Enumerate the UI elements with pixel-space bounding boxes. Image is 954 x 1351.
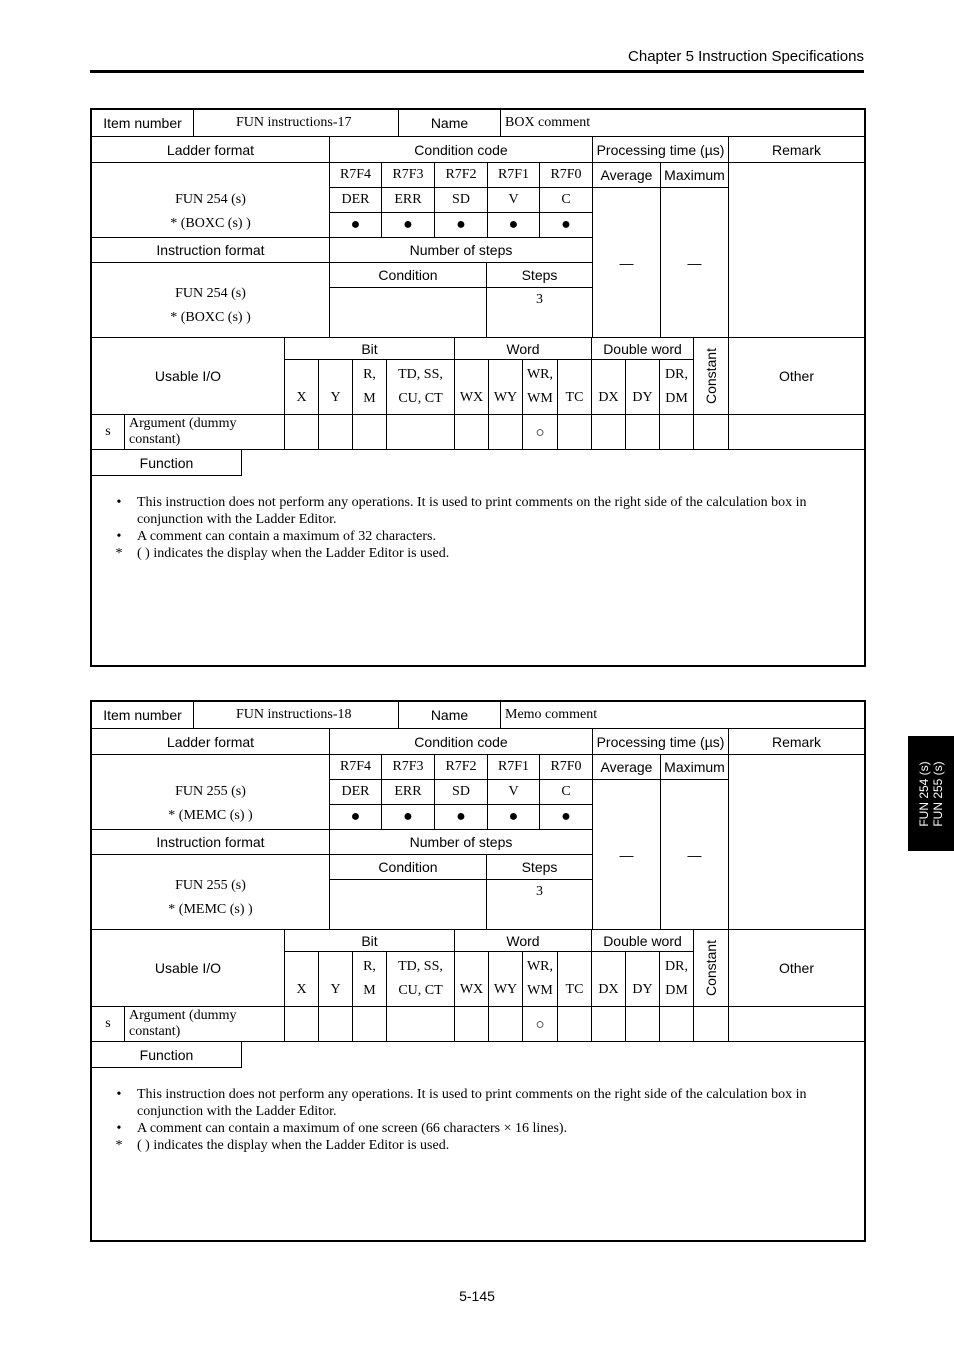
io-cu: CU, CT [398,391,443,406]
number-of-steps-label: Number of steps [330,238,593,263]
io-dm: DM [665,391,688,406]
constant-label [694,338,729,415]
flag-name: ERR [382,780,435,805]
bit-label: Bit [285,930,455,952]
bullet-marker: • [116,1087,122,1102]
bullet-text: A comment can contain a maximum of one screen (66 characters × 16 lines). [137,1121,568,1136]
average-time-value: — [593,188,661,338]
remark-value [729,755,864,930]
io-cell [353,1007,387,1042]
io-dy: DY [626,360,660,415]
word-label: Word [455,930,592,952]
io-cell [558,1007,592,1042]
bullet-text: This instruction does not perform any operations. It is used to print comments on the right side of the calculation box in conjunction with the Ladder Editor. [137,495,807,527]
function-description [112,494,842,562]
io-cell [626,415,660,450]
io-cell [489,1007,523,1042]
io-cell [694,415,729,450]
flag-name: C [540,780,593,805]
io-dx: DX [592,952,626,1007]
io-dr-dm [660,952,694,1007]
ladder-line: * (BOXC (s) ) [170,216,251,231]
function-label: Function [92,450,242,476]
io-cell-wr-wm-mark: ○ [523,1007,558,1042]
io-cu: CU, CT [398,983,443,998]
bullet-text: A comment can contain a maximum of 32 characters. [137,529,436,544]
bullet-marker: • [116,1121,122,1136]
bullet-marker: • [116,529,122,544]
name-value: BOX comment [501,110,864,137]
io-cell [489,415,523,450]
processing-time-label: Processing time (µs) [593,137,729,163]
bullet-item [112,1120,842,1137]
flag-name: SD [435,780,488,805]
item-number-label: Item number [92,702,194,729]
io-dr: DR, [665,367,688,382]
condition-value [330,880,487,930]
io-dx: DX [592,360,626,415]
word-label: Word [455,338,592,360]
flag-header: R7F0 [540,163,593,188]
io-cell [660,1007,694,1042]
io-td-cu [387,360,455,415]
bullet-item [112,545,842,562]
io-cell [694,1007,729,1042]
flag-name: ERR [382,188,435,213]
ladder-format-value [92,755,330,830]
maximum-time-value: — [661,188,729,338]
bit-label: Bit [285,338,455,360]
io-cell [729,415,864,450]
item-number-label: Item number [92,110,194,137]
constant-label [694,930,729,1007]
other-label: Other [729,338,864,415]
instruction-format-value [92,263,330,338]
average-label: Average [593,755,661,780]
condition-code-label: Condition code [330,729,593,755]
io-wm: WM [527,983,553,998]
io-y: Y [319,952,353,1007]
io-wr-wm [523,360,558,415]
flag-header: R7F1 [488,163,540,188]
ladder-format-label: Ladder format [92,137,330,163]
instruction-format-label: Instruction format [92,830,330,855]
io-cell [387,1007,455,1042]
flag-header: R7F0 [540,755,593,780]
maximum-label: Maximum [661,163,729,188]
flag-name: V [488,188,540,213]
io-dm: DM [665,983,688,998]
side-tab [908,736,954,851]
condition-label: Condition [330,855,487,880]
flag-name: DER [330,188,382,213]
io-cell [319,415,353,450]
condition-mark: ● [382,213,435,238]
flag-header: R7F2 [435,163,488,188]
flag-header: R7F1 [488,755,540,780]
io-x: X [285,952,319,1007]
io-r: R, [363,959,376,974]
condition-mark: ● [330,805,382,830]
io-cell [660,415,694,450]
io-rm [353,952,387,1007]
condition-mark: ● [488,805,540,830]
io-y: Y [319,360,353,415]
io-dr: DR, [665,959,688,974]
condition-mark: ● [435,213,488,238]
io-m: M [363,391,376,406]
maximum-label: Maximum [661,755,729,780]
io-tc: TC [558,952,592,1007]
name-label: Name [399,702,501,729]
double-word-label: Double word [592,930,694,952]
bullet-text: ( ) indicates the display when the Ladder Editor is used. [137,1138,450,1153]
average-time-value: — [593,780,661,930]
format-line: FUN 255 (s) [175,878,246,893]
io-dr-dm [660,360,694,415]
io-cell [319,1007,353,1042]
maximum-time-value: — [661,780,729,930]
chapter-title: Chapter 5 Instruction Specifications [628,48,864,65]
io-wx: WX [455,360,489,415]
io-wr: WR, [526,367,554,382]
flag-name: C [540,188,593,213]
name-value: Memo comment [501,702,864,729]
io-cell-wr-wm-mark: ○ [523,415,558,450]
io-cell [285,415,319,450]
steps-label: Steps [487,263,593,288]
condition-code-label: Condition code [330,137,593,163]
io-r: R, [363,367,376,382]
steps-value: 3 [487,880,593,930]
processing-time-label: Processing time (µs) [593,729,729,755]
io-cell [626,1007,660,1042]
condition-mark: ● [435,805,488,830]
ladder-line: * (MEMC (s) ) [168,808,253,823]
io-dy: DY [626,952,660,1007]
io-cell [353,415,387,450]
flag-header: R7F4 [330,163,382,188]
instruction-sheet [90,700,866,1242]
format-line: * (BOXC (s) ) [170,310,251,325]
name-label: Name [399,110,501,137]
double-word-label: Double word [592,338,694,360]
io-wx: WX [455,952,489,1007]
usable-io-label: Usable I/O [92,338,285,415]
flag-name: DER [330,780,382,805]
bullet-marker: * [115,546,123,561]
flag-name: V [488,780,540,805]
side-tab-line: FUN 254 (s) [917,760,931,827]
flag-header: R7F3 [382,163,435,188]
constant-text: Constant [703,347,719,405]
flag-header: R7F4 [330,755,382,780]
io-wy: WY [489,952,523,1007]
format-line: * (MEMC (s) ) [168,902,253,917]
item-number-value: FUN instructions-18 [194,702,399,729]
io-wm: WM [527,391,553,406]
bullet-item [112,528,842,545]
flag-header: R7F2 [435,755,488,780]
argument-symbol: s [92,415,125,450]
ladder-format-value [92,163,330,238]
flag-name: SD [435,188,488,213]
steps-value: 3 [487,288,593,338]
bullet-item [112,1137,842,1154]
io-m: M [363,983,376,998]
argument-label: Argument (dummy constant) [125,415,285,450]
io-td: TD, SS, [398,959,443,974]
remark-label: Remark [729,729,864,755]
condition-mark: ● [488,213,540,238]
bullet-text: ( ) indicates the display when the Ladder Editor is used. [137,546,450,561]
io-wr-wm [523,952,558,1007]
io-cell [285,1007,319,1042]
argument-symbol: s [92,1007,125,1042]
io-cell [592,1007,626,1042]
io-rm [353,360,387,415]
io-cell [558,415,592,450]
bullet-item [112,494,842,528]
io-cell [387,415,455,450]
io-wr: WR, [526,959,554,974]
item-number-value: FUN instructions-17 [194,110,399,137]
function-label: Function [92,1042,242,1068]
io-tc: TC [558,360,592,415]
ladder-format-label: Ladder format [92,729,330,755]
io-wy: WY [489,360,523,415]
condition-mark: ● [330,213,382,238]
io-td: TD, SS, [398,367,443,382]
io-cell [455,415,489,450]
function-description [112,1086,842,1154]
usable-io-label: Usable I/O [92,930,285,1007]
io-x: X [285,360,319,415]
remark-label: Remark [729,137,864,163]
bullet-item [112,1086,842,1120]
condition-mark: ● [382,805,435,830]
bullet-marker: * [115,1138,123,1153]
bullet-marker: • [116,495,122,510]
ladder-line: FUN 255 (s) [175,784,246,799]
instruction-format-value [92,855,330,930]
condition-mark: ● [540,213,593,238]
condition-mark: ● [540,805,593,830]
io-td-cu [387,952,455,1007]
steps-label: Steps [487,855,593,880]
io-cell [729,1007,864,1042]
page-number: 5-145 [459,1288,495,1304]
instruction-sheet [90,108,866,667]
side-tab-line: FUN 255 (s) [931,760,945,827]
io-cell [455,1007,489,1042]
io-cell [592,415,626,450]
format-line: FUN 254 (s) [175,286,246,301]
remark-value [729,163,864,338]
argument-label: Argument (dummy constant) [125,1007,285,1042]
average-label: Average [593,163,661,188]
flag-header: R7F3 [382,755,435,780]
constant-text: Constant [703,939,719,997]
condition-value [330,288,487,338]
instruction-format-label: Instruction format [92,238,330,263]
bullet-text: This instruction does not perform any operations. It is used to print comments on the right side of the calculation box in conjunction with the Ladder Editor. [137,1087,807,1119]
ladder-line: FUN 254 (s) [175,192,246,207]
number-of-steps-label: Number of steps [330,830,593,855]
page-header [90,48,864,73]
condition-label: Condition [330,263,487,288]
other-label: Other [729,930,864,1007]
